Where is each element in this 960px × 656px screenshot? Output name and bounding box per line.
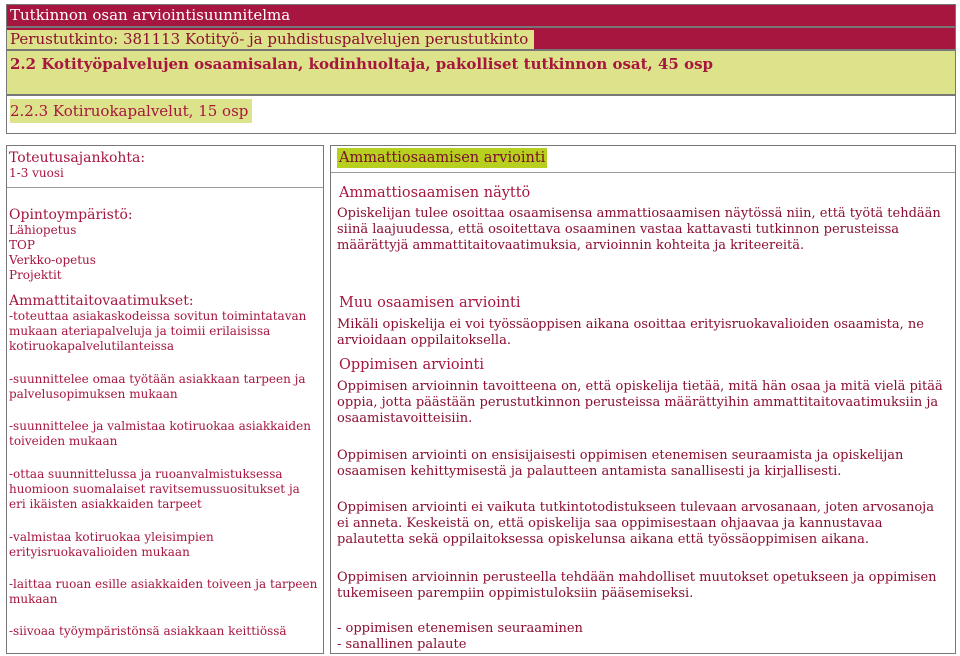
learning-paragraph: [337, 379, 949, 427]
timing-block: [9, 150, 319, 181]
requirement-item: [9, 624, 319, 639]
learning-paragraph: [337, 570, 949, 602]
learning-paragraph: [337, 500, 949, 548]
requirement-item: [9, 467, 319, 512]
section-title: 2.2 Kotityöpalvelujen osaamisalan, kodinhuoltaja, pakolliset tutkinnon osat, 45 osp: [6, 50, 956, 95]
demonstration-heading: Ammattiosaamisen näyttö: [339, 185, 531, 201]
requirement-text: -siivoaa työympäristönsä asiakkaan keittiössä: [9, 624, 287, 638]
requirement-text: -toteuttaa asiakaskodeissa sovitun toimintatavan mukaan ateriapalveluja ja toimii erilaisissa kotiruokapalvelutilanteissa: [9, 309, 307, 353]
document-title: Tutkinnon osan arviointisuunnitelma: [6, 4, 956, 27]
other-assessment-heading: Muu osaamisen arviointi: [339, 295, 521, 311]
environment-item: Verkko-opetus: [9, 253, 96, 267]
learning-list-item: - oppimisen etenemisen seuraaminen: [337, 621, 583, 636]
requirement-item: [9, 419, 319, 449]
environment-item: Lähiopetus: [9, 223, 77, 237]
learning-paragraph-text: Oppimisen arviointi ei vaikuta tutkintotodistukseen tulevaan arvosanaan, joten arvosanoja ei anneta. Keskeistä on, että opiskelija saa oppimisestaan ohjaavaa ja kannustavaa palautetta sekä oppilaitoksessa opiskelunsa aikana että työssäoppimisen aikana.: [337, 500, 934, 547]
requirement-item: [9, 372, 319, 402]
requirement-item: [9, 309, 319, 354]
environment-item: TOP: [9, 238, 35, 252]
learning-paragraph-text: Oppimisen arvioinnin tavoitteena on, että opiskelija tietää, mitä hän osaa ja mitä vielä pitää oppia, jotta päästään perustutkinnon perusteissa määrättyihin ammattitaitovaatimuksiin ja osaamistavoitteisiin.: [337, 379, 943, 426]
requirements-block: [9, 293, 319, 309]
divider: [331, 172, 955, 173]
learning-paragraph-text: Oppimisen arviointi on ensisijaisesti oppimisen etenemisen seuraamista ja opiskelijan osaamisen kehittymisestä ja palautteen antamista sanallisesti ja kirjallisesti.: [337, 448, 904, 479]
requirement-item: [9, 530, 319, 560]
left-column: [6, 145, 324, 654]
requirement-item: [9, 577, 319, 607]
degree-bar: [6, 27, 956, 50]
requirements-title: Ammattitaitovaatimukset:: [9, 293, 194, 309]
divider: [7, 187, 323, 188]
requirement-text: -laittaa ruoan esille asiakkaiden toiveen ja tarpeen mukaan: [9, 577, 318, 606]
learning-paragraph: [337, 448, 949, 480]
environment-item: Projektit: [9, 268, 62, 282]
demonstration-paragraph: Opiskelijan tulee osoittaa osaamisensa ammattiosaamisen näytössä niin, että työtä tehdään siinä laajuudessa, että osoitettava osaaminen vastaa kattavasti tutkinnon perusteissa määrättyjä ammattitaitovaatimuksia, arvioinnin kohteita ja kriteereitä.: [337, 206, 941, 253]
assessment-heading: Ammattiosaamisen arviointi: [339, 150, 546, 166]
degree-title: Perustutkinto: 381113 Kotityö- ja puhdistuspalvelujen perustutkinto: [7, 30, 534, 49]
environment-block: [9, 207, 319, 283]
requirement-text: -suunnittelee omaa työtään asiakkaan tarpeen ja palvelusopimuksen mukaan: [9, 372, 306, 401]
demonstration-text: [337, 206, 949, 254]
requirement-text: -ottaa suunnittelussa ja ruoanvalmistuksessa huomioon suomalaiset ravitsemussuositukset ja eri ikäisten asiakkaiden tarpeet: [9, 467, 300, 511]
environment-title: Opintoympäristö:: [9, 207, 133, 223]
learning-list: [337, 621, 949, 653]
timing-value: 1-3 vuosi: [9, 166, 64, 180]
unit-bar: [6, 95, 956, 134]
learning-assessment-heading: Oppimisen arviointi: [339, 357, 485, 373]
learning-list-item: - sanallinen palaute: [337, 637, 467, 652]
requirement-text: -suunnittelee ja valmistaa kotiruokaa asiakkaiden toiveiden mukaan: [9, 419, 311, 448]
requirement-text: -valmistaa kotiruokaa yleisimpien erityisruokavalioiden mukaan: [9, 530, 214, 559]
unit-title: 2.2.3 Kotiruokapalvelut, 15 osp: [10, 99, 252, 123]
right-column: [330, 145, 956, 654]
other-assessment-text: [337, 317, 949, 349]
other-assessment-paragraph: Mikäli opiskelija ei voi työssäoppisen aikana osoittaa erityisruokavalioiden osaamista, ne arvioidaan oppilaitoksella.: [337, 317, 924, 348]
learning-paragraph-text: Oppimisen arvioinnin perusteella tehdään mahdolliset muutokset opetukseen ja oppimisen tukemiseen parempiin oppimistuloksiin pääsemiseksi.: [337, 570, 937, 601]
timing-title: Toteutusajankohta:: [9, 150, 146, 166]
